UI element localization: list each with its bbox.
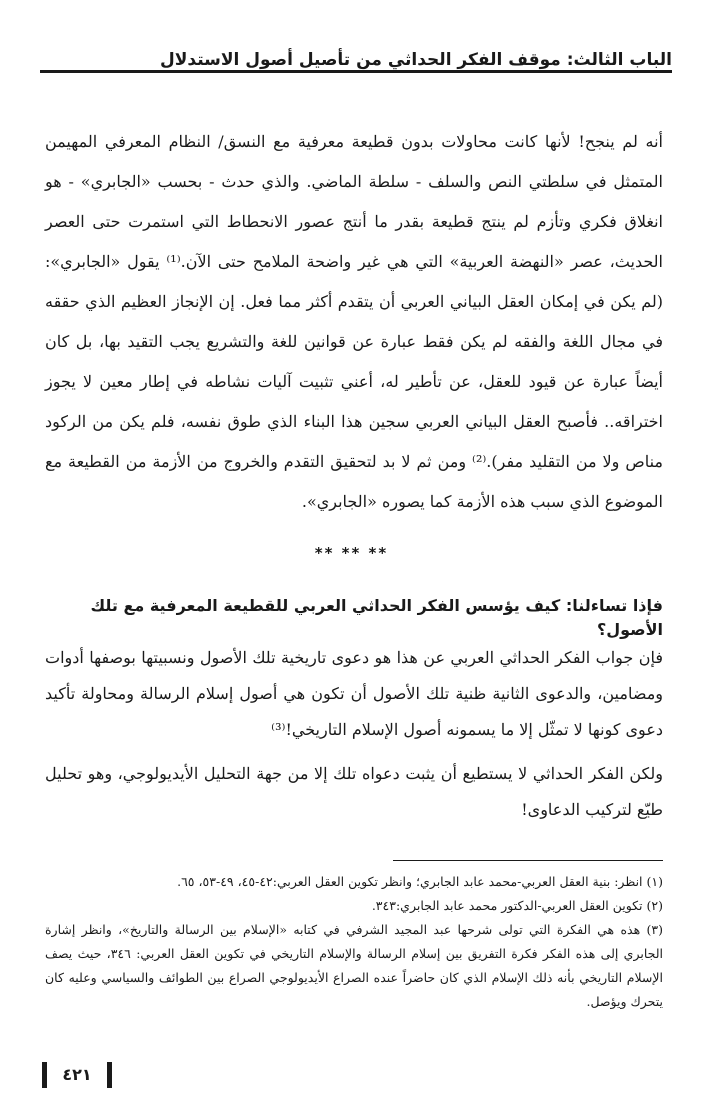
body-paragraph: أنه لم ينجح! لأنها كانت محاولات بدون قطيعة معرفية مع النسق/ النظام المعرفي المهيمن المتمثل في سلطتي النص والسلف - سلطة الماضي. والذي حدث - بحسب «الجابري» - هو انغلاق فكري وتأزم لم ينتج قطيعة بقدر ما أنتج عصور الانحطاط التي استمرت حتى العصر الحديث، عصر «النهضة العربية» التي هي غير واضحة الملامح حتى الآن.⁽¹⁾ يقول «الجابري»: (لم يكن في إمكان العقل البياني العربي أن يتقدم أكثر مما فعل. إن الإنجاز العظيم الذي حققه في مجال اللغة والفقه لم يكن فقط عبارة عن قوانين للغة والتشريع يجب التقيد بها، بل كان أيضاً عبارة عن قيود للعقل، عن تأطير له، أعني تثبيت آليات نشاطه في إطار معين لا يجوز اختراقه.. فأصبح العقل البياني العربي سجين هذا البناء الذي طوق نفسه، فلم يكن من الركود مناص ولا من التقليد مفر).⁽²⁾ ومن ثم لا بد لتحقيق التقدم والخروج من الأزمة من القطيعة مع الموضوع الذي سبب هذه الأزمة كما يصوره «الجابري». bbox=[45, 132, 663, 511]
header-rule bbox=[40, 70, 672, 73]
footnote-2: (٢) تكوين العقل العربي-الدكتور محمد عابد الجابري:٣٤٣. bbox=[371, 898, 663, 913]
chapter-title: الباب الثالث: موقف الفكر الحداثي من تأصيل أصول الاستدلال bbox=[152, 50, 672, 70]
section-separator: ** ** ** bbox=[314, 544, 389, 562]
footnotes bbox=[45, 870, 663, 1014]
footnote-3: (٣) هذه هي الفكرة التي تولى شرحها عبد المجيد الشرفي في كتابه «الإسلام بين الرسالة والتاريخ»، وانظر إشارة الجابري إلى هذه الفكر فكرة التفريق بين إسلام الرسالة والإسلام التاريخي في تكوين العقل العربي: ٣٤٦، حيث يصف الإسلام التاريخي بأنه ذلك الإسلام الذي كان حاضراً عنده الصراع الأيديولوجي الصراع بين الطوائف والسياسي وعليه كان يتحرك ويؤصل. bbox=[45, 922, 664, 1009]
footnote-1: (١) انظر: بنية العقل العربي-محمد عابد الجابري؛ وانظر تكوين العقل العربي:٤٢-٤٥، ٤٩-٥٣، ٦٥. bbox=[177, 874, 663, 889]
main-text bbox=[45, 122, 663, 522]
page-number: ٤٢١ bbox=[42, 1062, 112, 1088]
section-question: فإذا تساءلنا: كيف يؤسس الفكر الحداثي العربي للقطيعة المعرفية مع تلك الأصول؟ bbox=[90, 596, 663, 639]
answer-paragraph-2: ولكن الفكر الحداثي لا يستطيع أن يثبت دعواه تلك إلا من جهة التحليل الأيديولوجي، وهو تحليل طيّع لتركيب الدعاوى! bbox=[45, 764, 663, 819]
footnote-rule bbox=[393, 860, 663, 861]
running-header bbox=[40, 48, 672, 88]
answer-text bbox=[45, 640, 663, 836]
answer-paragraph-1: فإن جواب الفكر الحداثي العربي عن هذا هو دعوى تاريخية تلك الأصول ونسبيتها بوصفها أدوات ومضامين، والدعوى الثانية ظنية تلك الأصول أن تكون هي أصول إسلام الرسالة ومحاولة تأكيد دعوى كونها لا تمثّل إلا ما يسمونه أصول الإسلام التاريخي!⁽³⁾ bbox=[45, 648, 663, 739]
